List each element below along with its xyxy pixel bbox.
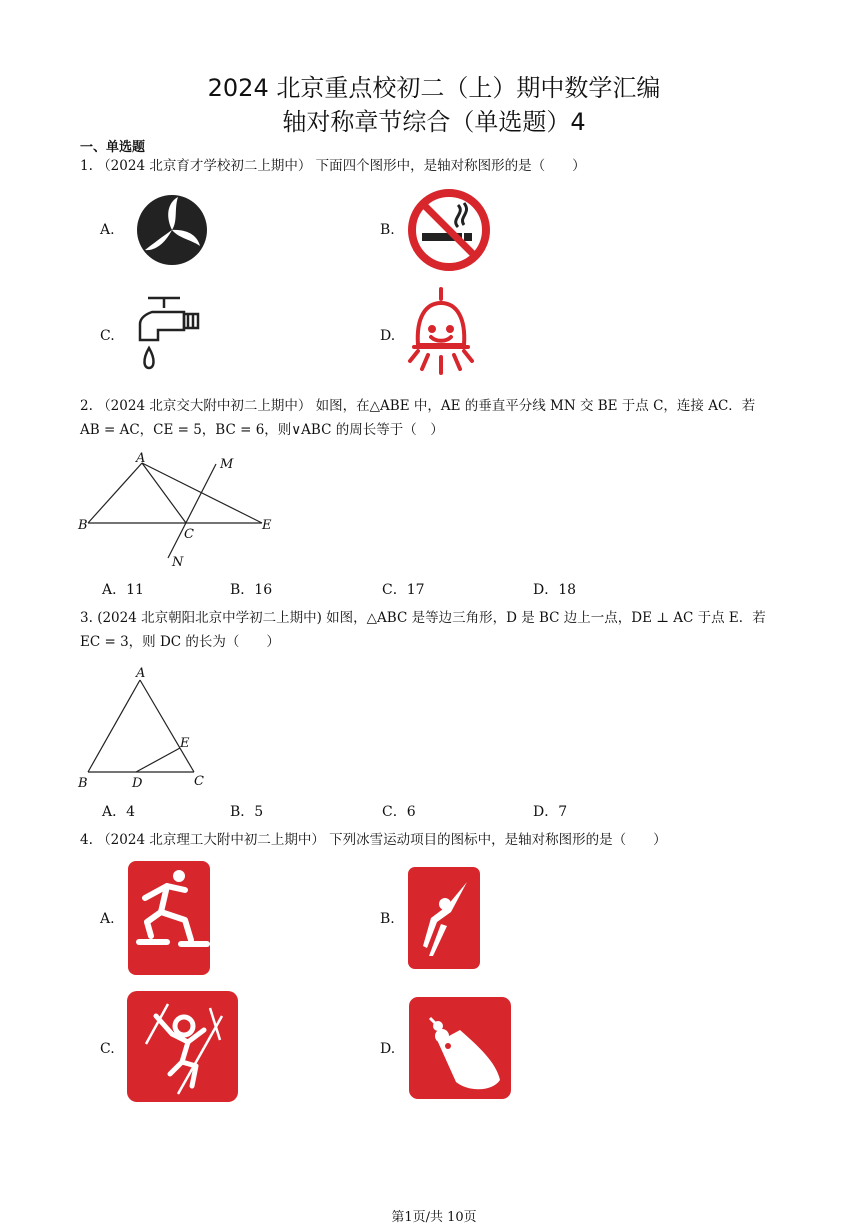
- q3-option-b: B．5: [230, 804, 264, 820]
- q2-label-c: C: [184, 527, 194, 542]
- q2-option-c: C．17: [382, 582, 425, 598]
- short-track-icon: [407, 866, 481, 970]
- q4-option-c-label: C.: [100, 1041, 115, 1057]
- q2-label-b: B: [78, 518, 88, 533]
- q3-label-a: A: [136, 666, 146, 681]
- q3-label-d: D: [132, 776, 143, 791]
- q2-option-b: B．16: [230, 582, 273, 598]
- tri-swirl-icon: [134, 193, 210, 267]
- q3-triangle-figure: [74, 664, 214, 794]
- page-footer: 第1页/共 10页: [391, 1210, 477, 1225]
- question-2: [80, 394, 795, 442]
- question-4: [80, 828, 795, 852]
- no-smoking-icon: [406, 187, 492, 273]
- q3-option-c: C．6: [382, 804, 416, 820]
- q3-label-c: C: [194, 774, 204, 789]
- q3-number: 3.: [80, 610, 93, 626]
- q3-label-e: E: [180, 736, 190, 751]
- q2-number: 2.: [80, 398, 93, 414]
- q3-option-d: D．7: [533, 804, 568, 820]
- q3-text-line1: 如图，△ABC 是等边三角形，D 是 BC 边上一点，DE ⊥ AC 于点 E．若: [326, 610, 766, 626]
- speed-skating-icon: [127, 860, 211, 976]
- q4-option-d-label: D.: [380, 1041, 396, 1057]
- pendant-lamp-icon: [406, 287, 476, 379]
- q2-source: （2024 北京交大附中初二上期中）: [97, 398, 312, 414]
- page-title: 2024 北京重点校初二（上）期中数学汇编: [207, 74, 661, 102]
- q1-source: （2024 北京育才学校初二上期中）: [97, 158, 312, 174]
- q4-text: 下列冰雪运动项目的图标中，是轴对称图形的是（ ）: [329, 832, 667, 848]
- q1-option-a-label: A.: [100, 222, 115, 238]
- freestyle-skiing-icon: [126, 990, 239, 1103]
- question-1: [80, 154, 795, 178]
- question-3: [80, 606, 795, 654]
- q4-option-b-label: B.: [380, 911, 395, 927]
- q4-option-a-label: A.: [100, 911, 115, 927]
- q4-number: 4.: [80, 832, 93, 848]
- q1-option-c-label: C.: [100, 328, 115, 344]
- q2-text-line2: AB = AC，CE = 5，BC = 6，则∨ABC 的周长等于（ ）: [80, 422, 444, 438]
- q3-source: (2024 北京朝阳北京中学初二上期中): [97, 610, 322, 626]
- q3-label-b: B: [78, 776, 88, 791]
- q3-text-line2: EC = 3，则 DC 的长为（ ）: [80, 634, 280, 650]
- page-subtitle: 轴对称章节综合（单选题）4: [282, 108, 586, 136]
- water-tap-icon: [134, 290, 204, 376]
- q1-text: 下面四个图形中，是轴对称图形的是（ ）: [315, 158, 586, 174]
- q2-label-m: M: [220, 457, 234, 472]
- q1-option-d-label: D.: [380, 328, 396, 344]
- q3-option-a: A．4: [102, 804, 136, 820]
- q2-text-line1: 如图，在△ABE 中，AE 的垂直平分线 MN 交 BE 于点 C，连接 AC．若: [315, 398, 756, 414]
- section-heading: 一、单选题: [80, 140, 146, 155]
- q1-number: 1.: [80, 158, 93, 174]
- q2-label-a: A: [136, 451, 146, 466]
- q1-option-b-label: B.: [380, 222, 395, 238]
- q2-triangle-figure: [74, 450, 284, 570]
- q2-option-d: D．18: [533, 582, 577, 598]
- q2-option-a: A．11: [102, 582, 144, 598]
- q4-source: （2024 北京理工大附中初二上期中）: [97, 832, 325, 848]
- bobsleigh-icon: [408, 996, 512, 1100]
- q2-label-n: N: [172, 555, 184, 570]
- q2-label-e: E: [262, 518, 272, 533]
